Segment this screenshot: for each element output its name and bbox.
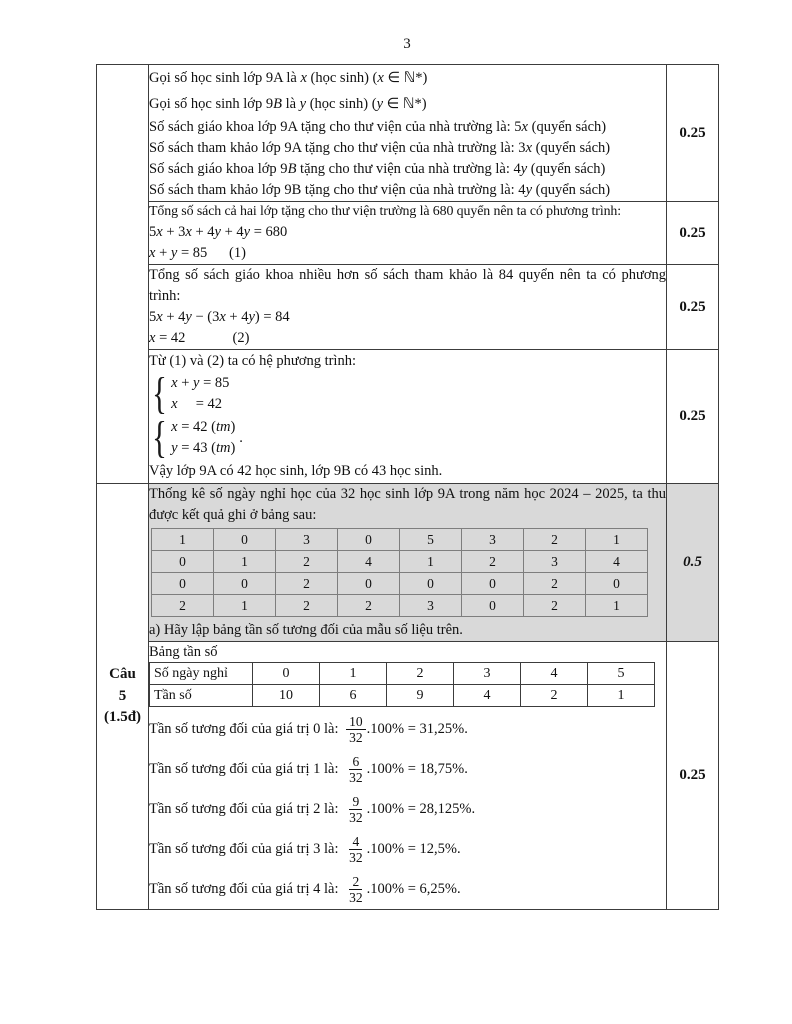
table-cell: 0 xyxy=(400,573,462,595)
math-var: x xyxy=(521,119,528,135)
left-brace: { xyxy=(152,413,167,462)
rubric-row-5 xyxy=(97,484,719,642)
fraction-numerator: 2 xyxy=(349,874,362,890)
table-cell: 1 xyxy=(586,529,648,551)
fraction xyxy=(346,874,366,905)
fraction-denominator: 32 xyxy=(349,809,363,825)
relative-frequency-lines xyxy=(149,709,666,909)
relative-frequency-line xyxy=(149,749,666,789)
table-cell: Số ngày nghỉ xyxy=(150,663,253,685)
score-cell: 0.25 xyxy=(667,202,719,265)
left-brace: { xyxy=(152,369,167,418)
table-row xyxy=(150,663,655,685)
math-var: y xyxy=(185,309,192,325)
table-cell: 2 xyxy=(524,595,586,617)
math-var: x xyxy=(171,419,178,435)
table-cell: 4 xyxy=(454,685,521,707)
fraction-denominator: 32 xyxy=(349,849,363,865)
solution-line: Số sách tham khảo lớp 9A tặng cho thư viện của nhà trường là: 3x (quyển sách) xyxy=(149,140,611,156)
math-var: y xyxy=(299,96,307,112)
equation-system xyxy=(149,369,666,418)
problem-statement xyxy=(149,484,667,642)
solution-line: Gọi số học sinh lớp 9B là y (học sinh) (y ∈ ℕ*) xyxy=(149,96,427,112)
score-cell: 0.25 xyxy=(667,65,719,202)
math-var: tm xyxy=(215,419,231,435)
score-cell: 0.25 xyxy=(667,642,719,910)
fraction-denominator: 32 xyxy=(349,889,363,905)
score-cell: 0.5 xyxy=(667,484,719,642)
rubric-row-4 xyxy=(97,350,719,484)
line-label: Tần số tương đối của giá trị 2 là: xyxy=(149,800,343,817)
table-cell: Tần số xyxy=(150,685,253,707)
system-equation: x = 42 xyxy=(171,396,222,412)
math-var: y xyxy=(248,309,255,325)
table-cell: 6 xyxy=(320,685,387,707)
relative-frequency-line xyxy=(149,709,666,749)
rubric-row-6 xyxy=(97,642,719,910)
math-var: y xyxy=(525,182,532,198)
line-result: .100% = 12,5%. xyxy=(366,840,461,857)
table-cell: 3 xyxy=(276,529,338,551)
table-cell: 4 xyxy=(338,551,400,573)
fraction-numerator: 10 xyxy=(346,714,366,730)
problem-intro: Thống kê số ngày nghỉ học của 32 học sinh lớp 9A trong năm học 2024 – 2025, ta thu được kết quả ghi ở bảng sau: xyxy=(149,486,666,523)
table-cell: 3 xyxy=(400,595,462,617)
rubric-row-1 xyxy=(97,65,719,202)
table-cell: 0 xyxy=(586,573,648,595)
system-equation: y = 43 (tm) xyxy=(171,440,236,456)
table-cell: 0 xyxy=(214,573,276,595)
system-equation: x + y = 85 xyxy=(171,375,230,391)
line-label: Tần số tương đối của giá trị 3 là: xyxy=(149,840,343,857)
table-cell: 1 xyxy=(214,551,276,573)
fraction xyxy=(346,834,366,865)
math-var: x xyxy=(171,375,178,391)
table-cell: 2 xyxy=(276,573,338,595)
solution-line: Tổng số sách cả hai lớp tặng cho thư viện trường là 680 quyển nên ta có phương trình: xyxy=(149,204,622,219)
table-cell: 1 xyxy=(214,595,276,617)
score-cell: 0.25 xyxy=(667,265,719,350)
solution-line: Từ (1) và (2) ta có hệ phương trình: xyxy=(149,353,356,369)
frequency-table-title: Bảng tần số xyxy=(149,644,218,660)
math-var: x xyxy=(219,309,226,325)
table-row xyxy=(152,573,648,595)
fraction-numerator: 4 xyxy=(349,834,362,850)
math-var: y xyxy=(170,245,178,261)
fraction xyxy=(346,714,366,745)
math-var: x xyxy=(185,224,192,240)
table-cell: 2 xyxy=(338,595,400,617)
table-cell: 2 xyxy=(276,551,338,573)
solution-step-variables xyxy=(149,65,667,202)
math-var: x xyxy=(149,245,156,261)
line-label: Tần số tương đối của giá trị 1 là: xyxy=(149,760,343,777)
table-cell: 0 xyxy=(462,595,524,617)
relative-frequency-line xyxy=(149,829,666,869)
table-cell: 0 xyxy=(152,573,214,595)
equation: 5x + 3x + 4y + 4y = 680 xyxy=(149,224,288,240)
table-row xyxy=(150,685,655,707)
table-cell: 2 xyxy=(276,595,338,617)
solution-line: Số sách tham khảo lớp 9B tặng cho thư viện của nhà trường là: 4y (quyển sách) xyxy=(149,182,611,198)
frequency-table xyxy=(149,662,655,707)
line-result: .100% = 6,25%. xyxy=(366,880,461,897)
math-var: y xyxy=(243,224,251,240)
relative-frequency-line xyxy=(149,789,666,829)
table-cell: 4 xyxy=(586,551,648,573)
math-var: tm xyxy=(215,440,231,456)
system-lines xyxy=(171,373,229,415)
table-cell: 1 xyxy=(320,663,387,685)
fraction-denominator: 32 xyxy=(349,729,363,745)
fraction-numerator: 9 xyxy=(349,794,362,810)
fraction xyxy=(346,754,366,785)
question-label-cell-empty xyxy=(97,65,149,484)
math-var: x xyxy=(156,224,163,240)
question-label-cell xyxy=(97,484,149,910)
math-var: B xyxy=(273,96,282,112)
equation: 5x + 4y − (3x + 4y) = 84 xyxy=(149,309,290,325)
solution-step-frequency xyxy=(149,642,667,910)
solution-step-equation-2 xyxy=(149,265,667,350)
math-var: y xyxy=(376,96,383,112)
solution-line: Tổng số sách giáo khoa nhiều hơn số sách tham khảo là 84 quyển nên ta có phương trình: xyxy=(149,267,666,304)
data-grid xyxy=(151,528,648,617)
table-cell: 1 xyxy=(400,551,462,573)
fraction xyxy=(346,794,366,825)
system-equation: x = 42 (tm) xyxy=(171,419,236,435)
table-cell: 1 xyxy=(586,595,648,617)
fraction-denominator: 32 xyxy=(349,769,363,785)
line-result: .100% = 28,125%. xyxy=(366,800,476,817)
math-var: x xyxy=(171,396,178,412)
line-result: .100% = 31,25%. xyxy=(366,720,468,737)
table-cell: 3 xyxy=(524,551,586,573)
table-cell: 0 xyxy=(338,573,400,595)
table-row xyxy=(152,529,648,551)
line-label: Tần số tương đối của giá trị 4 là: xyxy=(149,880,343,897)
math-var: x xyxy=(525,140,532,156)
solution-line: Gọi số học sinh lớp 9A là x (học sinh) (x ∈ ℕ*) xyxy=(149,70,428,86)
answer-rubric-table xyxy=(96,64,719,910)
score-cell: 0.25 xyxy=(667,350,719,484)
table-row xyxy=(152,595,648,617)
table-cell: 3 xyxy=(454,663,521,685)
conclusion-line: Vậy lớp 9A có 42 học sinh, lớp 9B có 43 học sinh. xyxy=(149,463,443,479)
table-cell: 0 xyxy=(253,663,320,685)
table-row xyxy=(152,551,648,573)
fraction-numerator: 6 xyxy=(349,754,362,770)
table-cell: 2 xyxy=(462,551,524,573)
rubric-row-3 xyxy=(97,265,719,350)
line-label: Tần số tương đối của giá trị 0 là: xyxy=(149,720,343,737)
solution-line: Số sách giáo khoa lớp 9B tặng cho thư viện của nhà trường là: 4y (quyển sách) xyxy=(149,161,606,177)
table-cell: 0 xyxy=(462,573,524,595)
relative-frequency-line xyxy=(149,869,666,909)
equation-system xyxy=(149,413,666,462)
table-cell: 0 xyxy=(338,529,400,551)
rubric-row-2 xyxy=(97,202,719,265)
system-lines xyxy=(171,417,235,459)
question-label-line: 5 xyxy=(118,687,127,704)
table-cell: 0 xyxy=(214,529,276,551)
table-cell: 2 xyxy=(524,573,586,595)
table-cell: 10 xyxy=(253,685,320,707)
question-label-line: Câu xyxy=(109,665,136,682)
math-var: x xyxy=(300,70,307,86)
solution-step-equation-1 xyxy=(149,202,667,265)
math-var: y xyxy=(214,224,221,240)
period: . xyxy=(239,429,243,446)
table-cell: 5 xyxy=(588,663,655,685)
math-var: y xyxy=(171,440,178,456)
table-cell: 4 xyxy=(521,663,588,685)
page-number: 3 xyxy=(403,36,411,52)
table-cell: 5 xyxy=(400,529,462,551)
table-cell: 0 xyxy=(152,551,214,573)
table-cell: 2 xyxy=(521,685,588,707)
equation: x = 42 (2) xyxy=(149,330,250,346)
math-var: y xyxy=(520,161,528,177)
table-cell: 2 xyxy=(524,529,586,551)
math-var: y xyxy=(193,375,200,391)
equation: x + y = 85 (1) xyxy=(149,245,246,261)
table-cell: 2 xyxy=(152,595,214,617)
part-a-question: a) Hãy lập bảng tần số tương đối của mẫu số liệu trên. xyxy=(149,622,463,638)
math-var: x xyxy=(149,330,156,346)
table-cell: 1 xyxy=(588,685,655,707)
math-var: B xyxy=(287,161,297,177)
table-cell: 3 xyxy=(462,529,524,551)
math-var: x xyxy=(156,309,163,325)
math-var: x xyxy=(377,70,384,86)
question-label-line: (1.5đ) xyxy=(103,709,142,726)
line-result: .100% = 18,75%. xyxy=(366,760,468,777)
table-cell: 2 xyxy=(387,663,454,685)
table-cell: 1 xyxy=(152,529,214,551)
table-cell: 9 xyxy=(387,685,454,707)
solution-line: Số sách giáo khoa lớp 9A tặng cho thư viện của nhà trường là: 5x (quyển sách) xyxy=(149,119,607,135)
solution-step-system xyxy=(149,350,667,484)
